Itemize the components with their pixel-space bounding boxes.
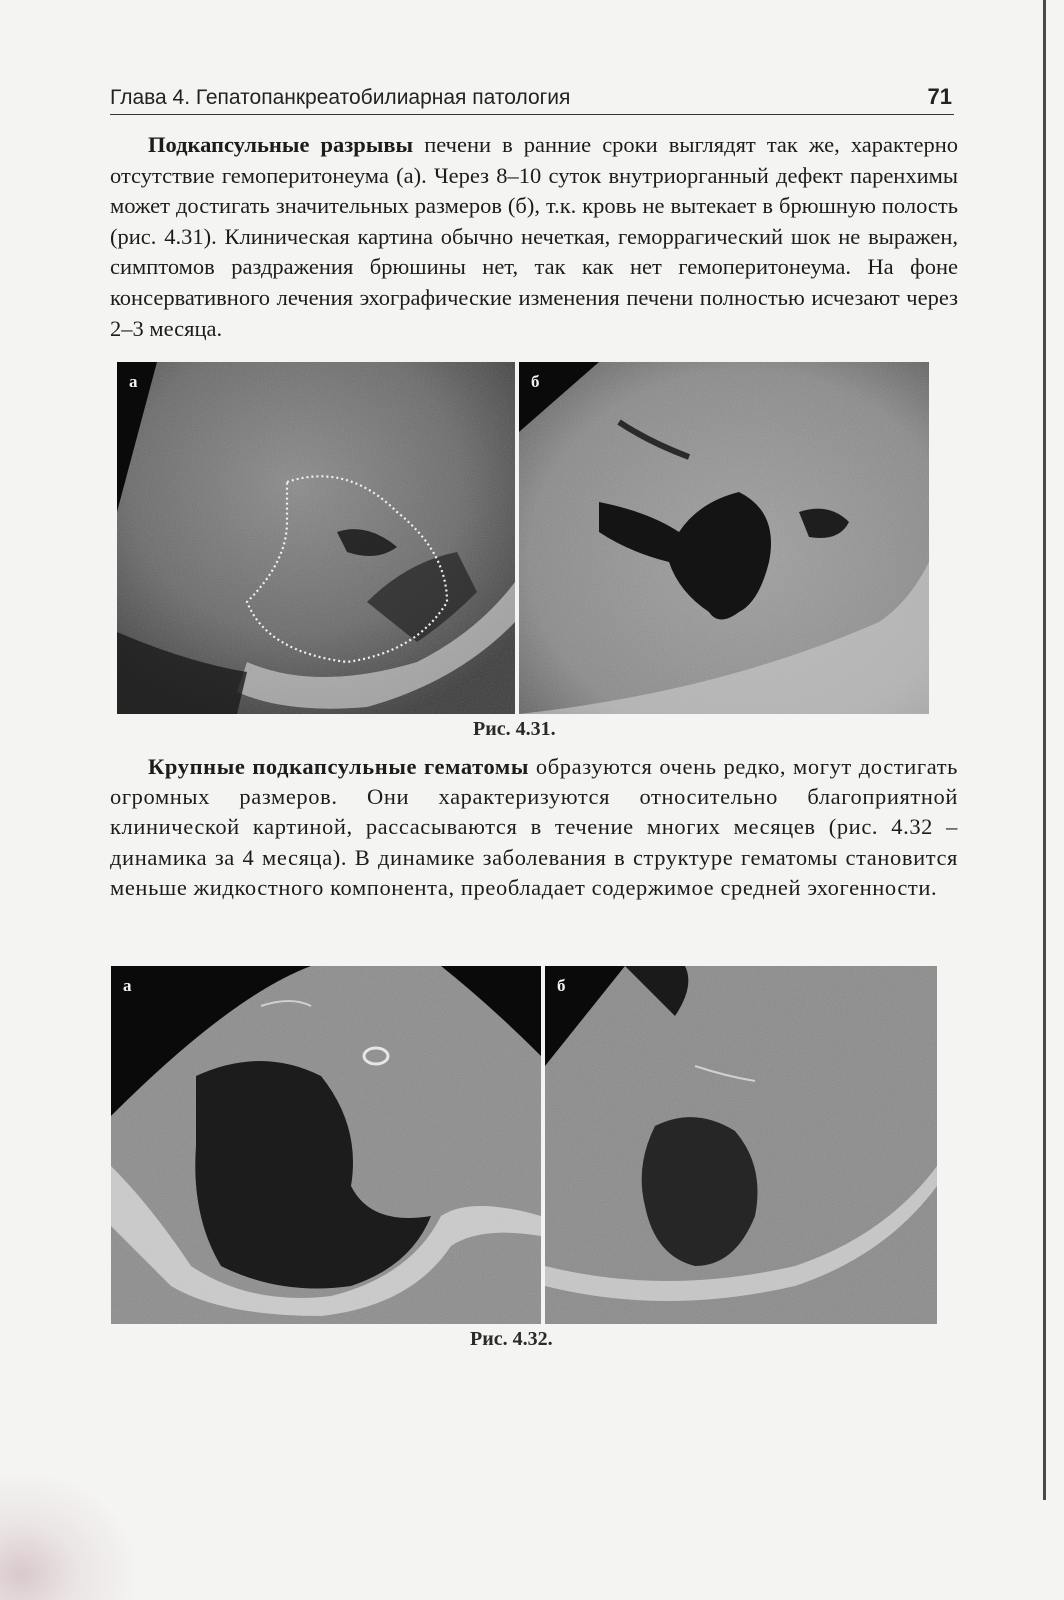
ultrasound-image-a — [117, 362, 515, 714]
ultrasound-image-b — [545, 966, 937, 1324]
ultrasound-scan-graphic — [117, 362, 515, 714]
panel-label-a: а — [123, 976, 132, 995]
scan-stain — [0, 1470, 140, 1600]
term-subcapsular-ruptures: Подкапсульные разрывы — [148, 132, 414, 157]
paragraph-text: образуются очень редко, могут достигать огромных размеров. Они характеризуются относительно благоприятной клинической картиной, рассасываются в течение многих месяцев (рис. 4.32 – динамика за 4 месяца). В динамике заболевания в структуре гематомы становится меньше жидкостного компонента, преобладает содержимое средней эхогенности. — [110, 754, 958, 900]
ultrasound-image-a — [111, 966, 541, 1324]
panel-label-a: а — [129, 372, 138, 391]
chapter-title: Глава 4. Гепатопанкреатобилиарная патология — [110, 86, 571, 109]
figure-4-31 — [117, 362, 929, 714]
figure-caption-4-31: Рис. 4.31. — [473, 718, 556, 740]
ultrasound-scan-graphic — [519, 362, 929, 714]
term-subcapsular-hematomas: Крупные подкапсульные гематомы — [148, 754, 529, 779]
figure-4-32 — [111, 966, 937, 1324]
ultrasound-scan-graphic — [545, 966, 937, 1324]
panel-label-b: б — [531, 372, 540, 391]
paragraph-subcapsular-ruptures — [110, 130, 958, 344]
paragraph-text: печени в ранние сроки выглядят так же, характерно отсутствие гемоперитонеума (а). Через 8–10 суток внутриорганный дефект паренхимы может достигать значительных размеров (б), т.к. кровь не вытекает в брюшную полость (рис. 4.31). Клиническая картина обычно нечеткая, геморрагический шок не выражен, симптомов раздражения брюшины нет, так как нет гемоперитонеума. На фоне консервативного лечения эхографические изменения печени полностью исчезают через 2–3 месяца. — [110, 132, 958, 341]
page-number: 71 — [927, 84, 952, 109]
figure-caption-4-32: Рис. 4.32. — [470, 1328, 553, 1350]
ultrasound-image-b — [519, 362, 929, 714]
panel-label-b: б — [557, 976, 566, 995]
paragraph-subcapsular-hematomas — [110, 752, 958, 903]
running-head — [110, 84, 954, 115]
ultrasound-scan-graphic — [111, 966, 541, 1324]
page-edge-line — [1043, 0, 1046, 1500]
